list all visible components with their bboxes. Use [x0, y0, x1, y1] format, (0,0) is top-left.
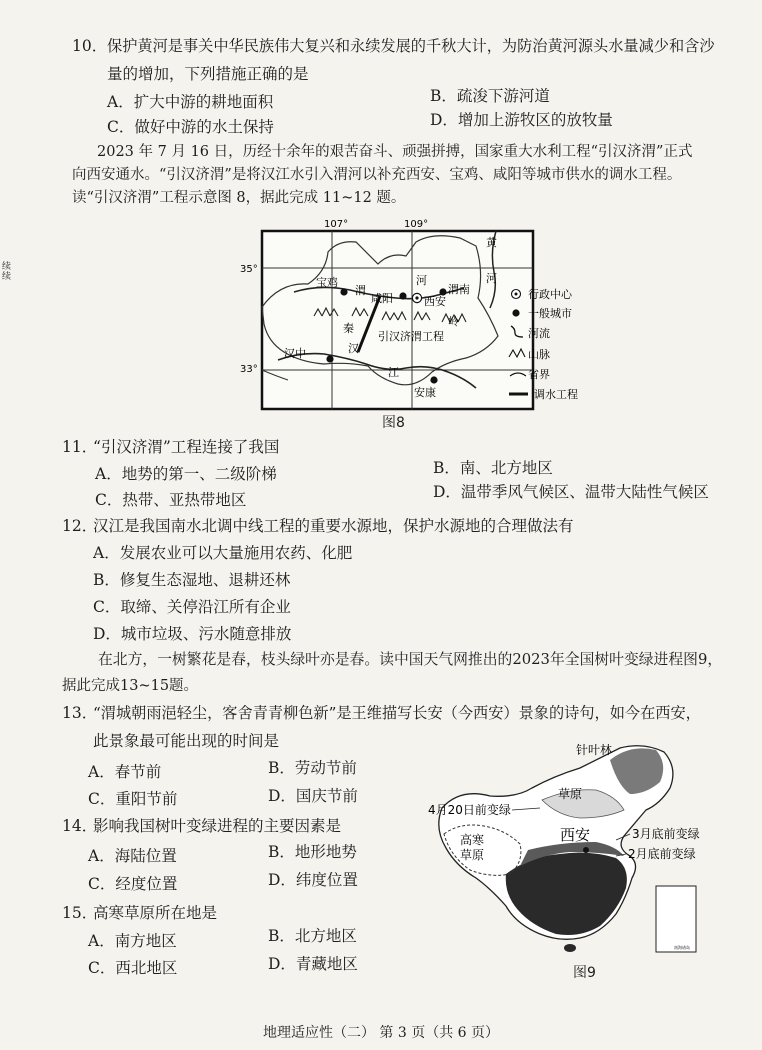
q15-option-c[interactable]: C．西北地区: [88, 959, 178, 977]
legend-capital: 行政中心: [528, 288, 572, 301]
map9-label-xian: 西安: [560, 826, 591, 844]
q10-stem-line2: 量的增加，下列措施正确的是: [107, 65, 309, 83]
map8-city-ankang: [430, 376, 437, 383]
q11-option-b[interactable]: B．南、北方地区: [433, 459, 553, 477]
map9-hainan: [564, 944, 576, 952]
map9-label-mar: 3月底前变绿: [632, 827, 700, 841]
q10-option-d[interactable]: D．增加上游牧区的放牧量: [430, 111, 613, 129]
map9-label-apr: 4月20日前变绿: [428, 803, 511, 817]
map9-label-forest: 针叶林: [576, 743, 613, 757]
map9-inset-frame: [656, 886, 696, 952]
q11-option-d[interactable]: D．温带季风气候区、温带大陆性气候区: [433, 483, 709, 501]
map-figure-9: [420, 738, 720, 960]
q15-option-b[interactable]: B．北方地区: [268, 927, 357, 945]
q10-option-b[interactable]: B．疏浚下游河道: [430, 87, 550, 105]
map9-label-highcold1: 高寒: [460, 833, 485, 847]
q15-number: 15．: [62, 904, 98, 922]
map8-label-wei: 渭: [355, 284, 366, 297]
map8-label-he: 河: [416, 274, 427, 287]
map8-label-jiang: 江: [388, 366, 399, 379]
page-footer: 地理适应性（二） 第 3 页（共 6 页）: [262, 1025, 500, 1041]
margin-note: 续续: [2, 262, 12, 282]
q14-option-d[interactable]: D．纬度位置: [268, 871, 358, 889]
q15-option-a[interactable]: A．南方地区: [88, 932, 177, 950]
q13-option-d[interactable]: D．国庆节前: [268, 787, 358, 805]
passage2-line2: 据此完成13~15题。: [62, 678, 199, 694]
map8-caption: 图8: [382, 415, 405, 431]
q11-option-a[interactable]: A．地势的第一、二级阶梯: [95, 465, 277, 483]
q13-number: 13．: [62, 704, 98, 722]
map9-caption: 图9: [573, 965, 596, 981]
map8-city-hanzhong: [326, 355, 333, 362]
map-figure-8: [228, 212, 748, 412]
passage2-line1: 在北方，一树繁花是春，枝头绿叶亦是春。读中国天气网推出的2023年全国树叶变绿进程图9，: [98, 651, 723, 668]
legend-border: 省界: [528, 368, 550, 381]
q15-option-d[interactable]: D．青藏地区: [268, 955, 358, 973]
q14-stem: 影响我国树叶变绿进程的主要因素是: [93, 817, 342, 835]
map8-label-huang: 黄: [486, 236, 497, 249]
map8-label-qin: 秦: [343, 322, 354, 335]
q13-option-b[interactable]: B．劳动节前: [268, 759, 357, 777]
q15-stem: 高寒草原所在地是: [93, 904, 218, 922]
map9-inset-label: 南海诸岛: [674, 945, 690, 950]
q14-option-c[interactable]: C．经度位置: [88, 875, 178, 893]
map8-label-project: 引汉济渭工程: [378, 330, 444, 343]
passage1-line3: 读“引汉济渭”工程示意图 8，据此完成 11~12 题。: [72, 190, 406, 206]
passage1-line1: 2023 年 7 月 16 日，历经十余年的艰苦奋斗、顽强拼搏，国家重大水利工程“引汉济渭”正式: [97, 144, 693, 160]
q12-option-b[interactable]: B．修复生态湿地、退耕还林: [93, 571, 291, 589]
passage1-line2: 向西安通水。“引汉济渭”是将汉江水引入渭河以补充西安、宝鸡、咸阳等城市供水的调水工程。: [72, 167, 682, 183]
q14-number: 14．: [62, 817, 98, 835]
legend-city: 一般城市: [528, 307, 572, 320]
map8-label-hanzhong: 汉中: [284, 347, 306, 360]
q13-stem-line2: 此景象最可能出现的时间是: [93, 732, 280, 750]
legend-river: 河流: [528, 327, 550, 340]
q12-option-a[interactable]: A．发展农业可以大量施用农药、化肥: [93, 544, 353, 562]
map8-label-weinan: 渭南: [448, 283, 470, 296]
q13-stem-line1: “渭城朝雨浥轻尘，客舍青青柳色新”是王维描写长安（今西安）景象的诗句，如今在西安，: [93, 704, 701, 722]
map9-label-highcold2: 草原: [460, 848, 485, 862]
map8-label-xian: 西安: [424, 295, 446, 308]
q14-option-b[interactable]: B．地形地势: [268, 843, 357, 861]
q14-option-a[interactable]: A．海陆位置: [88, 847, 177, 865]
map8-label-baoji: 宝鸡: [316, 276, 338, 289]
q11-number: 11．: [62, 438, 98, 456]
map8-city-baoji: [340, 288, 347, 295]
q11-stem: “引汉济渭”工程连接了我国: [93, 438, 280, 456]
q10-number: 10．: [72, 37, 108, 55]
map8-label-ling: 岭: [448, 315, 459, 328]
map8-city-xianyang: [399, 292, 406, 299]
map8-lon1: 107°: [324, 219, 349, 230]
map8-label-han: 汉: [348, 342, 359, 355]
map9-label-grass: 草原: [558, 787, 583, 801]
map9-label-feb: 2月底前变绿: [628, 847, 696, 861]
q13-option-c[interactable]: C．重阳节前: [88, 790, 178, 808]
legend-project: 调水工程: [534, 388, 578, 401]
map8-label-xianyang: 咸阳: [371, 292, 393, 305]
map8-label-ankang: 安康: [414, 386, 436, 399]
map8-lon2: 109°: [404, 219, 429, 230]
legend-mountain: 山脉: [528, 348, 550, 361]
q10-option-c[interactable]: C．做好中游的水土保持: [107, 118, 274, 136]
q13-option-a[interactable]: A．春节前: [88, 763, 162, 781]
q10-stem-line1: 保护黄河是事关中华民族伟大复兴和永续发展的千秋大计，为防治黄河源头水量减少和含沙: [107, 37, 715, 55]
map9-xian-marker: [583, 847, 589, 853]
map8-label-he2: 河: [486, 272, 497, 285]
q12-option-d[interactable]: D．城市垃圾、污水随意排放: [93, 625, 292, 643]
q10-option-a[interactable]: A．扩大中游的耕地面积: [107, 93, 274, 111]
q12-number: 12．: [62, 517, 98, 535]
q12-stem: 汉江是我国南水北调中线工程的重要水源地，保护水源地的合理做法有: [93, 517, 574, 535]
map8-lat2: 33°: [240, 364, 258, 375]
q12-option-c[interactable]: C．取缔、关停沿江所有企业: [93, 598, 291, 616]
map8-lat1: 35°: [240, 264, 258, 275]
q11-option-c[interactable]: C．热带、亚热带地区: [95, 491, 247, 509]
